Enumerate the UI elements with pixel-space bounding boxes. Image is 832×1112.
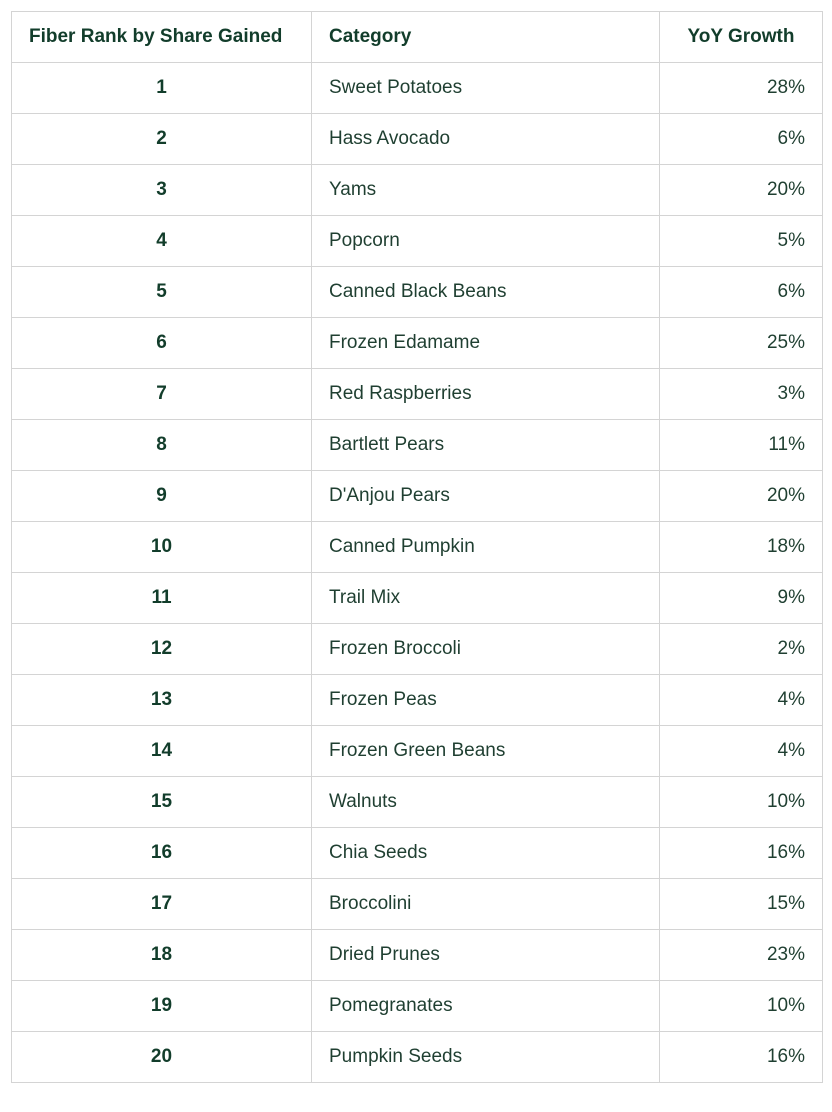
- cell-rank: 14: [12, 726, 312, 777]
- cell-category: Pomegranates: [312, 981, 660, 1032]
- cell-category: Walnuts: [312, 777, 660, 828]
- cell-rank: 3: [12, 165, 312, 216]
- cell-yoy-growth: 28%: [660, 63, 823, 114]
- cell-rank: 4: [12, 216, 312, 267]
- cell-category: Red Raspberries: [312, 369, 660, 420]
- table-row: [12, 573, 823, 624]
- cell-yoy-growth: 6%: [660, 267, 823, 318]
- table-row: [12, 1032, 823, 1083]
- cell-yoy-growth: 18%: [660, 522, 823, 573]
- cell-rank: 12: [12, 624, 312, 675]
- cell-rank: 1: [12, 63, 312, 114]
- fiber-rank-table-container: [11, 11, 822, 1083]
- cell-category: Canned Pumpkin: [312, 522, 660, 573]
- cell-yoy-growth: 4%: [660, 675, 823, 726]
- table-row: [12, 981, 823, 1032]
- cell-rank: 20: [12, 1032, 312, 1083]
- cell-yoy-growth: 4%: [660, 726, 823, 777]
- cell-rank: 11: [12, 573, 312, 624]
- table-row: [12, 522, 823, 573]
- table-row: [12, 930, 823, 981]
- table-row: [12, 471, 823, 522]
- table-row: [12, 369, 823, 420]
- cell-yoy-growth: 6%: [660, 114, 823, 165]
- header-rank: Fiber Rank by Share Gained: [12, 12, 312, 63]
- cell-yoy-growth: 10%: [660, 777, 823, 828]
- cell-yoy-growth: 2%: [660, 624, 823, 675]
- cell-category: Trail Mix: [312, 573, 660, 624]
- table-row: [12, 777, 823, 828]
- cell-yoy-growth: 16%: [660, 828, 823, 879]
- cell-category: Frozen Peas: [312, 675, 660, 726]
- cell-category: Hass Avocado: [312, 114, 660, 165]
- cell-category: Chia Seeds: [312, 828, 660, 879]
- cell-rank: 10: [12, 522, 312, 573]
- table-row: [12, 828, 823, 879]
- cell-category: Dried Prunes: [312, 930, 660, 981]
- cell-category: Yams: [312, 165, 660, 216]
- table-row: [12, 216, 823, 267]
- cell-rank: 18: [12, 930, 312, 981]
- cell-rank: 8: [12, 420, 312, 471]
- cell-category: Canned Black Beans: [312, 267, 660, 318]
- cell-rank: 16: [12, 828, 312, 879]
- table-row: [12, 165, 823, 216]
- fiber-rank-table: [11, 11, 823, 1083]
- cell-rank: 2: [12, 114, 312, 165]
- cell-category: D'Anjou Pears: [312, 471, 660, 522]
- table-row: [12, 63, 823, 114]
- cell-category: Pumpkin Seeds: [312, 1032, 660, 1083]
- table-row: [12, 267, 823, 318]
- header-yoy-growth: YoY Growth: [660, 12, 823, 63]
- cell-yoy-growth: 10%: [660, 981, 823, 1032]
- cell-rank: 15: [12, 777, 312, 828]
- cell-rank: 17: [12, 879, 312, 930]
- cell-yoy-growth: 23%: [660, 930, 823, 981]
- table-row: [12, 726, 823, 777]
- table-row: [12, 318, 823, 369]
- table-row: [12, 675, 823, 726]
- table-row: [12, 420, 823, 471]
- cell-category: Bartlett Pears: [312, 420, 660, 471]
- cell-rank: 9: [12, 471, 312, 522]
- table-header: [12, 12, 823, 63]
- cell-yoy-growth: 20%: [660, 165, 823, 216]
- cell-yoy-growth: 16%: [660, 1032, 823, 1083]
- cell-category: Frozen Edamame: [312, 318, 660, 369]
- header-category: Category: [312, 12, 660, 63]
- cell-rank: 19: [12, 981, 312, 1032]
- cell-rank: 13: [12, 675, 312, 726]
- cell-category: Frozen Broccoli: [312, 624, 660, 675]
- cell-rank: 6: [12, 318, 312, 369]
- cell-rank: 5: [12, 267, 312, 318]
- cell-yoy-growth: 15%: [660, 879, 823, 930]
- cell-category: Popcorn: [312, 216, 660, 267]
- cell-rank: 7: [12, 369, 312, 420]
- cell-yoy-growth: 25%: [660, 318, 823, 369]
- table-body: [12, 63, 823, 1083]
- table-row: [12, 114, 823, 165]
- cell-category: Broccolini: [312, 879, 660, 930]
- cell-category: Frozen Green Beans: [312, 726, 660, 777]
- cell-category: Sweet Potatoes: [312, 63, 660, 114]
- cell-yoy-growth: 9%: [660, 573, 823, 624]
- cell-yoy-growth: 3%: [660, 369, 823, 420]
- table-row: [12, 624, 823, 675]
- cell-yoy-growth: 11%: [660, 420, 823, 471]
- cell-yoy-growth: 20%: [660, 471, 823, 522]
- cell-yoy-growth: 5%: [660, 216, 823, 267]
- table-row: [12, 879, 823, 930]
- table-header-row: [12, 12, 823, 63]
